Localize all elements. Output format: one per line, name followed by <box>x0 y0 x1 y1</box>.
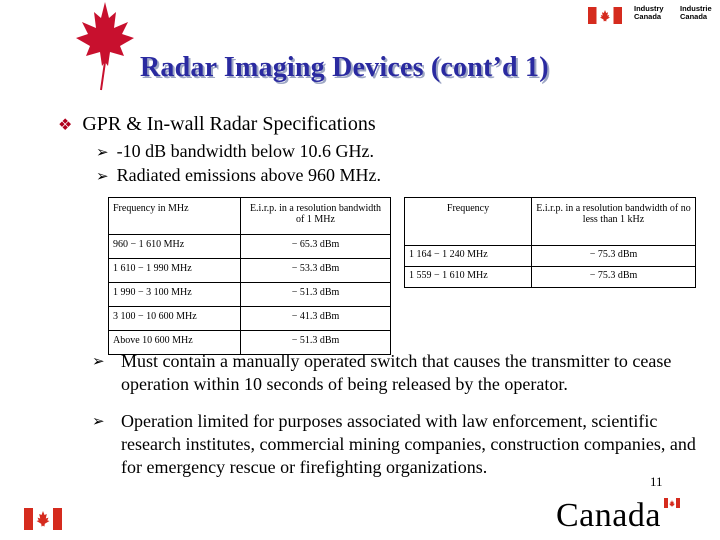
arrow-bullet-icon: ➢ <box>92 352 105 370</box>
table-cell: − 75.3 dBm <box>532 267 696 288</box>
maple-leaf-icon <box>72 0 138 92</box>
main-bullet <box>58 113 376 136</box>
table-cell: 1 990 − 3 100 MHz <box>109 283 241 307</box>
table-row <box>109 283 391 307</box>
emission-table-1khz <box>404 197 696 288</box>
table-cell: − 65.3 dBm <box>241 235 391 259</box>
table-cell: 3 100 − 10 600 MHz <box>109 307 241 331</box>
government-signature <box>588 3 718 25</box>
table-header-cell: E.i.r.p. in a resolution bandwidth of 1 MHz <box>241 198 391 235</box>
sub-bullet <box>96 165 381 186</box>
page-number: 11 <box>650 474 663 489</box>
table-cell: − 53.3 dBm <box>241 259 391 283</box>
wordmark-flag-icon <box>664 498 680 508</box>
diamond-bullet-icon: ❖ <box>58 115 73 134</box>
table-row <box>109 259 391 283</box>
table-header-cell: Frequency <box>405 198 532 246</box>
table-header-row <box>109 198 391 235</box>
arrow-bullet-icon: ➢ <box>92 412 105 430</box>
sub-bullet-text: Radiated emissions above 960 MHz. <box>116 165 382 185</box>
table-row <box>109 307 391 331</box>
dept-name-english <box>634 5 664 21</box>
table-cell: 960 − 1 610 MHz <box>109 235 241 259</box>
arrow-bullet-icon: ➢ <box>96 167 109 185</box>
canada-wordmark: Canada <box>556 497 661 534</box>
table-cell: − 75.3 dBm <box>532 246 696 267</box>
table-header-row <box>405 198 696 246</box>
dept-name-french <box>680 5 712 21</box>
dept-en-line2: Canada <box>634 12 662 21</box>
sub-bullet-text: -10 dB bandwidth below 10.6 GHz. <box>116 141 375 161</box>
table-header-cell: E.i.r.p. in a resolution bandwidth of no less than 1 kHz <box>532 198 696 246</box>
note-text: Must contain a manually operated switch that causes the transmitter to cease operation within 10 seconds of being released by the operator. <box>121 351 672 394</box>
emission-table-1mhz <box>108 197 391 355</box>
table-cell: − 41.3 dBm <box>241 307 391 331</box>
dept-fr-line2: Canada <box>680 12 708 21</box>
canada-flag-icon <box>24 508 62 530</box>
dept-en-line1: Industry <box>634 4 664 13</box>
sub-bullet <box>96 141 374 162</box>
note-text: Operation limited for purposes associated with law enforcement, scientific research institutes, commercial mining companies, construction companies, and for emergency rescue or firefighting organizations. <box>121 411 696 477</box>
table-row <box>405 267 696 288</box>
table-header-cell: Frequency in MHz <box>109 198 241 235</box>
table-cell: 1 559 − 1 610 MHz <box>405 267 532 288</box>
arrow-bullet-icon: ➢ <box>96 143 109 161</box>
table-cell: − 51.3 dBm <box>241 331 391 355</box>
main-bullet-text: GPR & In-wall Radar Specifications <box>82 113 376 135</box>
table-cell: 1 610 − 1 990 MHz <box>109 259 241 283</box>
canada-flag-icon <box>588 7 622 24</box>
slide-title: Radar Imaging Devices (cont’d 1) <box>140 52 549 83</box>
dept-fr-line1: Industrie <box>680 4 712 13</box>
table-cell: Above 10 600 MHz <box>109 331 241 355</box>
table-cell: − 51.3 dBm <box>241 283 391 307</box>
table-row <box>405 246 696 267</box>
table-row <box>109 235 391 259</box>
table-cell: 1 164 − 1 240 MHz <box>405 246 532 267</box>
